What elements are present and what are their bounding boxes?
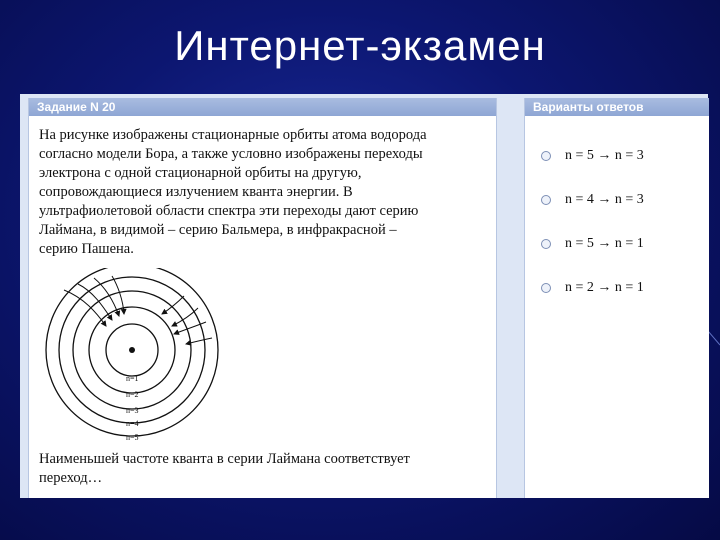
level-label-n2: n=2 bbox=[126, 390, 139, 399]
bohr-orbits-diagram bbox=[34, 268, 234, 448]
exam-frame bbox=[20, 94, 708, 498]
question-line: согласно модели Бора, а также условно изображены переходы bbox=[39, 146, 423, 162]
task-header: Задание N 20 bbox=[29, 98, 496, 116]
answer-option-4[interactable] bbox=[541, 278, 644, 298]
nucleus bbox=[129, 347, 135, 353]
radio-button[interactable] bbox=[541, 151, 551, 161]
slide-title: Интернет-экзамен bbox=[174, 22, 546, 69]
answers-header: Варианты ответов bbox=[525, 98, 709, 116]
task-panel bbox=[28, 98, 497, 498]
radio-button[interactable] bbox=[541, 283, 551, 293]
transition-arrow bbox=[162, 296, 184, 314]
question-line: серию Пашена. bbox=[39, 241, 134, 257]
radio-button[interactable] bbox=[541, 239, 551, 249]
level-label-n3: n=3 bbox=[126, 406, 139, 415]
answer-option-1[interactable] bbox=[541, 146, 644, 166]
question-text bbox=[39, 126, 491, 259]
question-line: На рисунке изображены стационарные орбиты атома водорода bbox=[39, 127, 427, 143]
radio-button[interactable] bbox=[541, 195, 551, 205]
question-line: электрона с одной стационарной орбиты на другую, bbox=[39, 165, 362, 181]
answers-panel bbox=[524, 98, 709, 498]
question-line: сопровождающиеся излучением кванта энергии. В bbox=[39, 184, 353, 200]
transition-arrow bbox=[64, 290, 106, 326]
answer-option-3[interactable] bbox=[541, 234, 644, 254]
level-label-n5: n=5 bbox=[126, 433, 139, 442]
level-label-n1: n=1 bbox=[126, 374, 139, 383]
answer-label: n = 5 → n = 1 bbox=[565, 236, 644, 251]
answer-option-2[interactable] bbox=[541, 190, 644, 210]
question-line: Наименьшей частоте кванта в серии Лаймана соответствует bbox=[39, 451, 410, 467]
level-label-n4: n=4 bbox=[126, 419, 139, 428]
question-line: Лаймана, в видимой – серию Бальмера, в инфракрасной – bbox=[39, 222, 397, 238]
answer-label: n = 5 → n = 3 bbox=[565, 148, 644, 163]
question-line: ультрафиолетовой области спектра эти переходы дают серию bbox=[39, 203, 419, 219]
answer-label: n = 2 → n = 1 bbox=[565, 280, 644, 295]
question-line: переход… bbox=[39, 470, 103, 486]
answer-label: n = 4 → n = 3 bbox=[565, 192, 644, 207]
question-prompt bbox=[39, 450, 491, 488]
